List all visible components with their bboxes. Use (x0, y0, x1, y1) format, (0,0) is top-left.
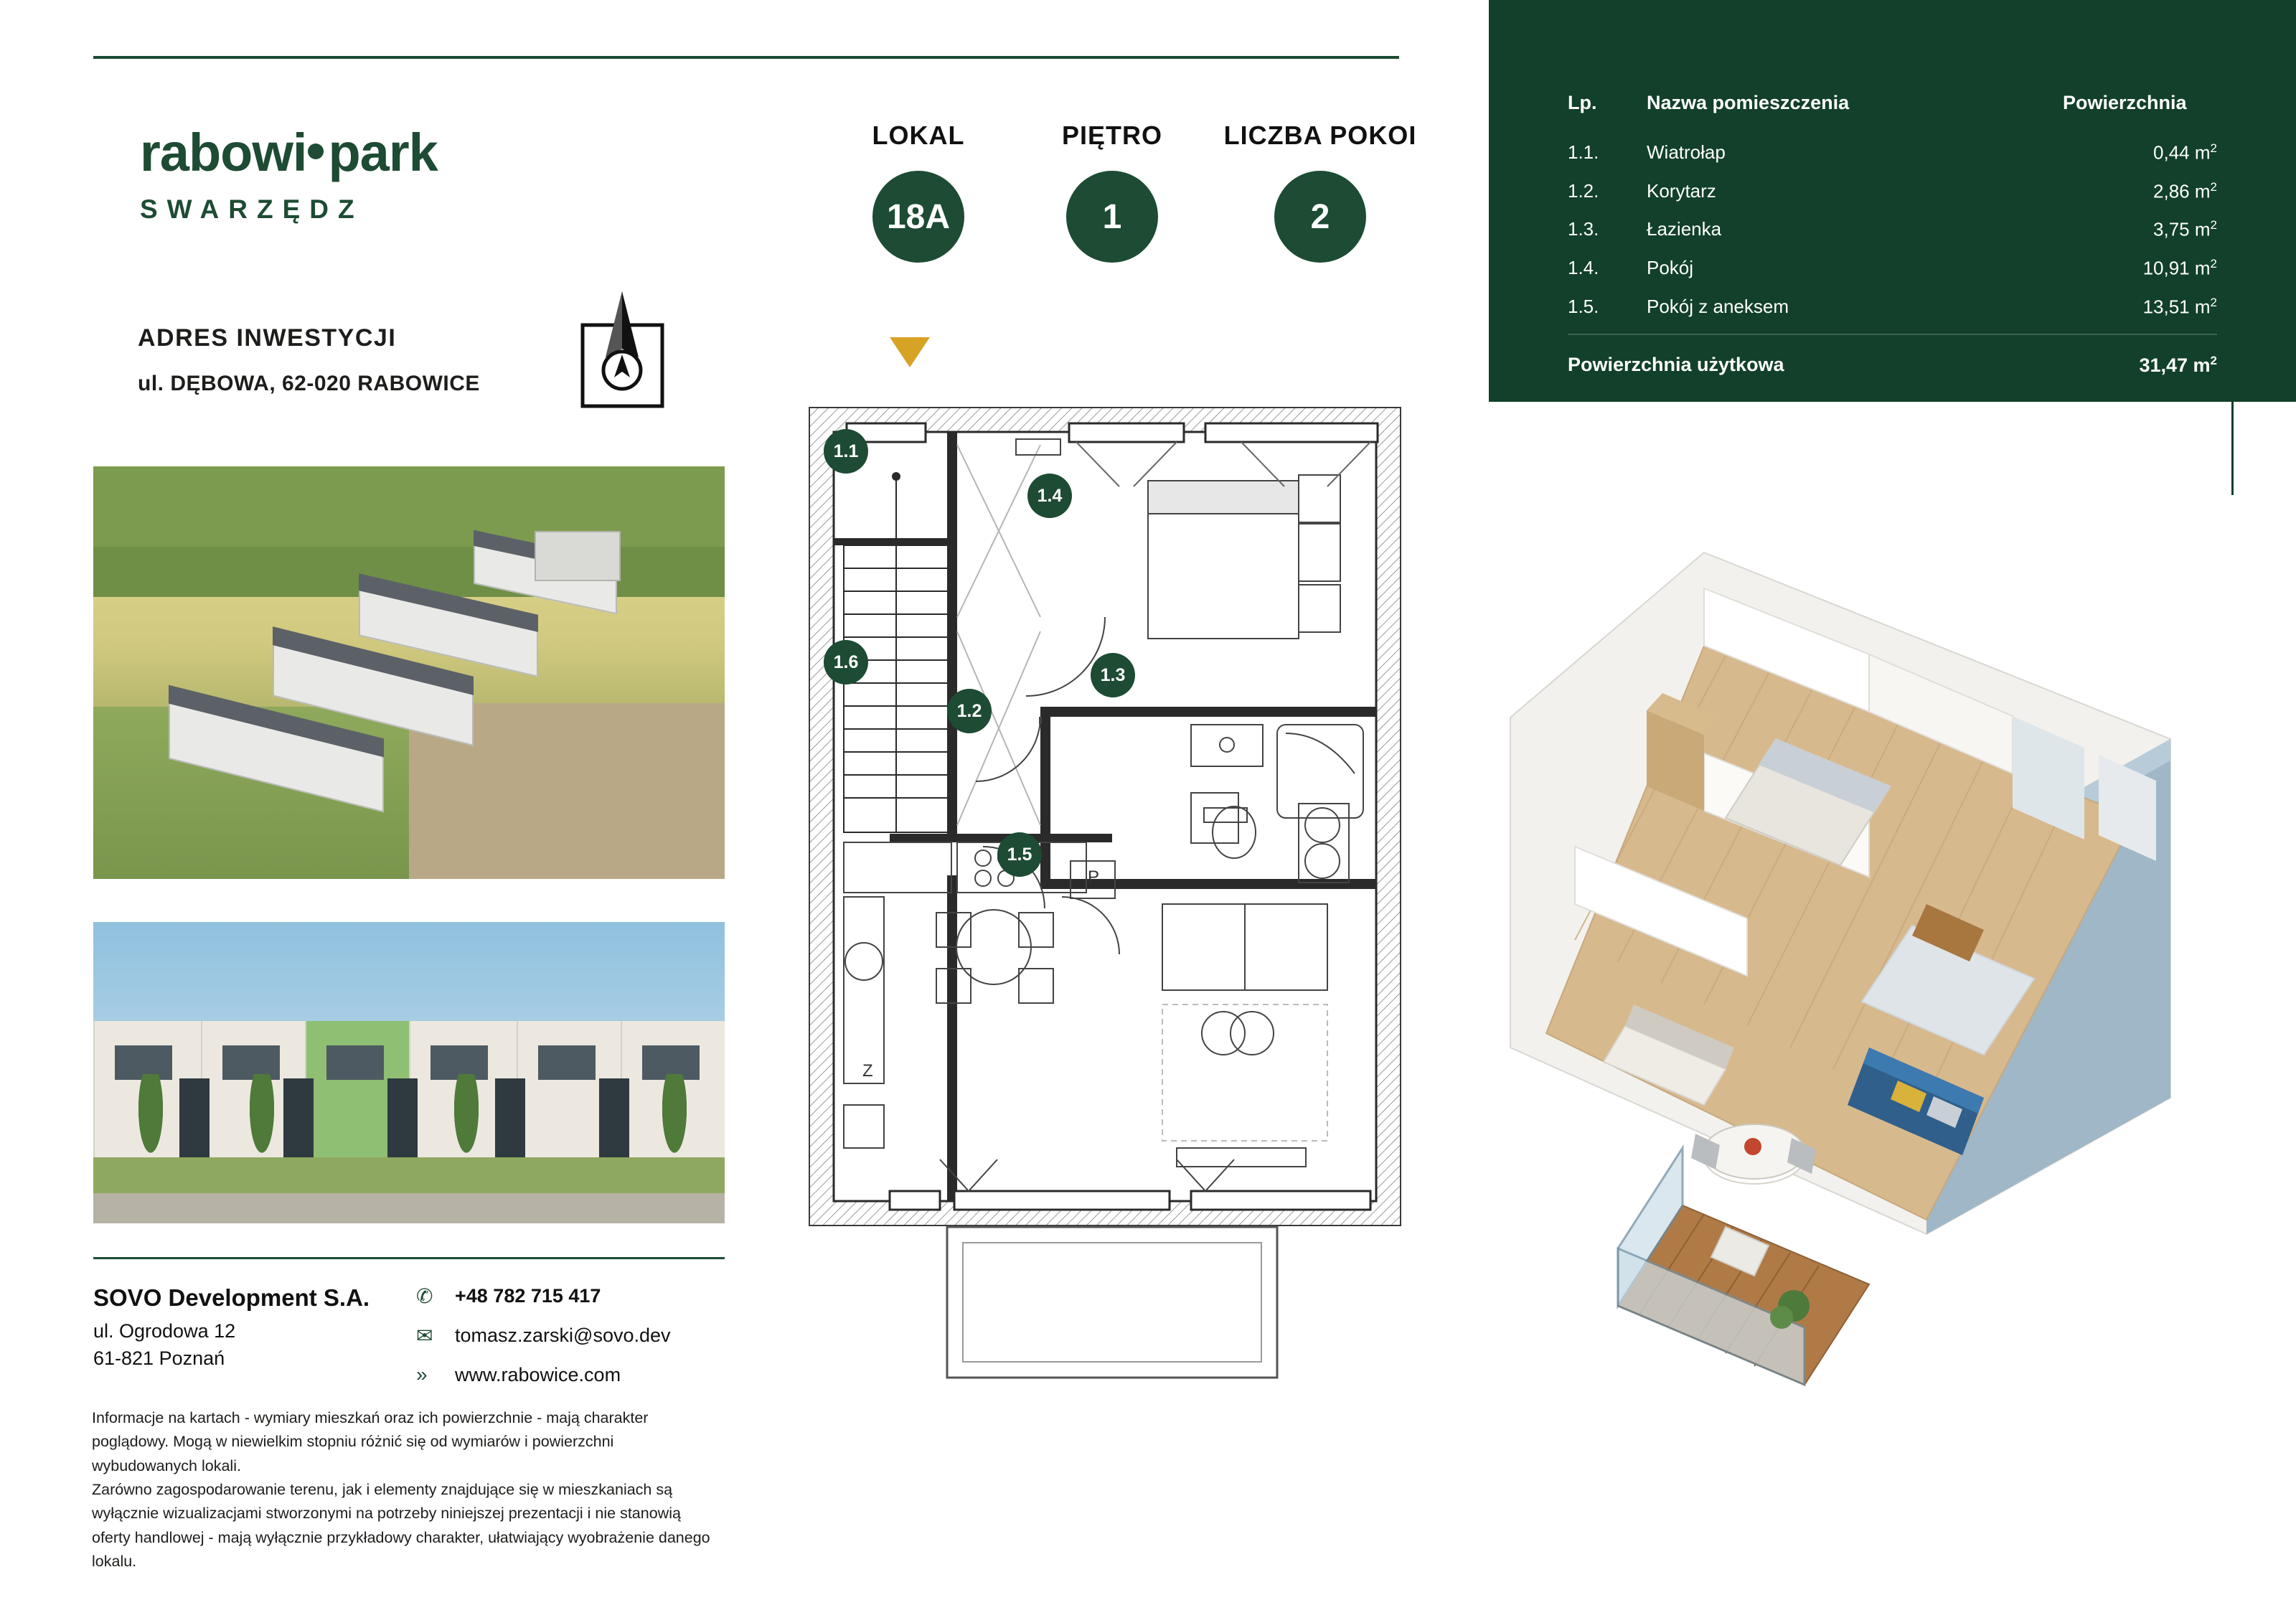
contact-email: tomasz.zarski@sovo.dev (455, 1325, 671, 1346)
envelope-icon: ✉ (416, 1325, 433, 1347)
aerial-photo (93, 466, 725, 879)
rooms-table (1489, 0, 2296, 402)
brand-logo (140, 122, 685, 225)
row-name: Pokój (1647, 256, 1694, 278)
table-header-lp: Lp. (1568, 92, 1597, 113)
facade-photo (93, 922, 725, 1223)
address-line: ul. DĘBOWA, 62-020 RABOWICE (138, 372, 480, 395)
table-divider (1568, 334, 2217, 335)
header-pokoi (1213, 121, 1428, 263)
developer-divider (93, 1257, 725, 1259)
right-tick-bottom (2231, 402, 2234, 495)
row-area: 10,91 $m^2$ (2142, 256, 2217, 279)
row-area: 13,51 $m^2$ (2142, 295, 2217, 318)
row-name: Pokój z aneksem (1647, 295, 1789, 317)
apartment-3d-render (1467, 502, 2228, 1428)
room-marker-1-6[interactable]: 1.6 (824, 640, 868, 685)
total-label: Powierzchnia użytkowa (1568, 354, 1784, 376)
row-lp: 1.3. (1568, 218, 1599, 240)
room-marker-1-5[interactable]: 1.5 (997, 832, 1042, 877)
contact-phone: +48 782 715 417 (455, 1285, 601, 1307)
table-row (1568, 218, 2217, 241)
developer-name: SOVO Development S.A. (93, 1284, 370, 1311)
table-header-area: Powierzchnia (2063, 92, 2187, 113)
row-area: 3,75 $m^2$ (2153, 218, 2217, 240)
contact-email-row[interactable] (416, 1324, 671, 1347)
row-area: 2,86 $m^2$ (2153, 179, 2217, 202)
room-marker-1-1[interactable]: 1.1 (824, 429, 868, 474)
svg-text:Z: Z (862, 1061, 873, 1081)
chevrons-right-icon: » (416, 1363, 428, 1386)
logo-text-part-a: rab (140, 123, 221, 182)
header-lokal (832, 121, 1004, 263)
address-title: ADRES INWESTYCJI (138, 324, 397, 352)
disclaimer-paragraph-2: Zarówno zagospodarowanie terenu, jak i elementy znajdujące się w mieszkaniach są wyłącznie wizualizacjami stworzonymi na potrzeby niniejszej prezentacji i nie stanowią oferty handlowej - mają wyłącznie przykładowy charakter, ułatwiający wyobrażenie danego lokalu. (92, 1481, 710, 1570)
logo-dot (308, 144, 324, 159)
header-lokal-label: LOKAL (872, 121, 965, 150)
floorplan (804, 402, 1406, 1399)
header-lokal-badge: 18A (872, 171, 964, 263)
table-row (1568, 296, 2217, 319)
row-area: 0,44 $m^2$ (2153, 141, 2217, 164)
phone-icon: ✆ (416, 1285, 433, 1307)
room-marker-1-2[interactable]: 1.2 (947, 689, 992, 733)
table-row (1568, 257, 2217, 280)
table-row (1568, 180, 2217, 203)
logo-text-part-c: park (328, 123, 438, 182)
header-pietro-label: PIĘTRO (1061, 121, 1162, 150)
row-lp: 1.1. (1568, 141, 1599, 163)
room-marker-1-4[interactable]: 1.4 (1027, 474, 1072, 518)
header-pietro (1033, 121, 1191, 263)
table-row (1568, 141, 2217, 164)
row-name: Wiatrołap (1647, 141, 1726, 163)
header-pietro-badge: 1 (1066, 171, 1158, 263)
entrance-arrow-icon (890, 337, 930, 367)
logo-text-part-b: owi (220, 123, 307, 182)
contact-phone-row[interactable] (416, 1284, 671, 1308)
table-header-row (1568, 92, 2217, 114)
row-lp: 1.5. (1568, 295, 1599, 317)
svg-text:P: P (1088, 867, 1100, 887)
row-name: Łazienka (1647, 218, 1722, 240)
total-area: 31,47 $m^2$ (2139, 354, 2217, 377)
row-lp: 1.4. (1568, 256, 1599, 278)
disclaimer-paragraph-1: Informacje na kartach - wymiary mieszkań oraz ich powierzchnie - mają charakter poglądowy. Mogą w niewielkim stopniu różnić się od wymiarów i powierzchni wybudowanych lokali. (92, 1409, 649, 1474)
developer-city: 61-821 Poznań (93, 1347, 225, 1369)
contact-web-row[interactable] (416, 1363, 671, 1386)
row-lp: 1.2. (1568, 179, 1599, 202)
logo-text (140, 122, 685, 183)
header-pokoi-label: LICZBA POKOI (1223, 121, 1417, 150)
right-tick-top (2231, 86, 2234, 172)
left-column (0, 0, 761, 1623)
header-pokoi-badge: 2 (1274, 171, 1366, 263)
developer-street: ul. Ogrodowa 12 (93, 1320, 236, 1342)
room-marker-1-3[interactable]: 1.3 (1091, 653, 1135, 697)
row-name: Korytarz (1647, 179, 1716, 202)
table-header-name: Nazwa pomieszczenia (1647, 92, 1850, 113)
contact-block (416, 1284, 671, 1402)
compass-icon (574, 286, 671, 418)
logo-subtitle: SWARZĘDZ (140, 194, 364, 224)
contact-website: www.rabowice.com (455, 1363, 621, 1386)
table-total-row (1568, 354, 2217, 377)
